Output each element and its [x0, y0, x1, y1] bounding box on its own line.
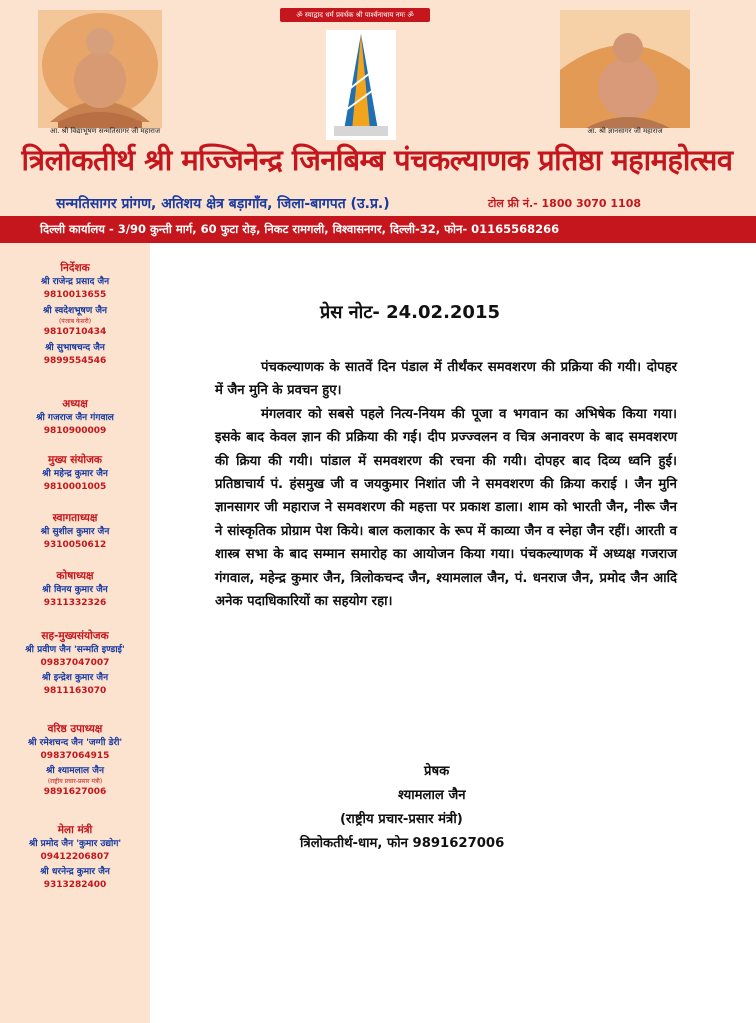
top-mantra: ॐ स्याद्वाद धर्म प्रवर्धक श्री पार्श्वनाथाय नमः ॐ [280, 8, 430, 22]
member-phone: 9810710434 [43, 327, 107, 337]
member-name: श्री राजेन्द्र प्रसाद जैन [40, 277, 110, 287]
venue-row [20, 194, 740, 216]
group-heading: अध्यक्ष [62, 398, 88, 410]
member-phone: 9891627006 [43, 787, 107, 797]
member-name: श्री इन्द्रेश कुमार जैन [41, 673, 109, 683]
sender-label: प्रेषक [424, 764, 450, 779]
group-heading: मुख्य संयोजक [48, 454, 102, 466]
letterhead-header [0, 0, 756, 243]
committee-group [0, 453, 150, 494]
group-heading: निर्देशक [60, 262, 90, 274]
sender-name: श्यामलाल जैन [398, 788, 466, 803]
member-name: श्री धरनेन्द्र कुमार जैन [40, 867, 110, 877]
venue-text: सन्मतिसागर प्रांगण, अतिशय क्षेत्र बड़ागाँव, जिला-बागपत (उ.प्र.) [56, 196, 390, 212]
committee-group [0, 722, 150, 799]
caption-left: आ. श्री विद्याभूषण सन्मतिसागर जी महाराज [49, 127, 161, 135]
member-phone: 9310050612 [43, 540, 107, 550]
committee-group [0, 823, 150, 892]
member-name: श्री श्यामलाल जैन [46, 766, 104, 776]
committee-group [0, 569, 150, 610]
press-note-title: प्रेस नोट- 24.02.2015 [320, 302, 501, 323]
member-name: श्री विनय कुमार जैन [42, 585, 108, 595]
member-phone: 9313282400 [43, 880, 107, 890]
group-heading: कोषाध्यक्ष [56, 570, 94, 582]
member-name: श्री प्रवीण जैन 'सन्मति इण्डाई' [25, 645, 125, 655]
member-phone: 09837064915 [40, 751, 110, 761]
group-heading: स्वागताध्यक्ष [52, 512, 98, 524]
member-phone: 9311332326 [43, 598, 107, 608]
caption-right: आ. श्री ज्ञानसागर जी महाराज [587, 127, 663, 135]
member-note: (राष्ट्रीय प्रचार-प्रसार मंत्री) [47, 778, 103, 785]
group-heading: सह-मुख्यसंयोजक [41, 630, 109, 642]
member-name: श्री रमेशचन्द जैन 'जग्गी डेरी' [27, 738, 123, 748]
temple-tower-image [326, 30, 396, 140]
member-name: श्री प्रमोद जैन 'कुमार उद्योग' [28, 839, 122, 849]
member-name: श्री सुभाषचन्द जैन [45, 343, 105, 353]
member-phone: 09412206807 [40, 852, 110, 862]
event-title: त्रिलोकतीर्थ श्री मज्जिनेन्द्र जिनबिम्ब पंचकल्याणक प्रतिष्ठा महामहोत्सव [21, 143, 733, 177]
press-note-body [215, 356, 677, 613]
committee-group [0, 397, 150, 438]
paragraph: मंगलवार को सबसे पहले नित्य-नियम की पूजा व भगवान का अभिषेक किया गया। इसके बाद केवल ज्ञान की प्रक्रिया की गई। दीप प्रज्ज्वलन व चित्र अनावरण के बाद समवशरण की क्रिया की गयी। पांडाल में समवशरण की रचना की गयी। दोपहर बाद दिव्य ध्वनि हुई। प्रतिष्ठाचार्य पं. हंसमुख जी व जयकुमार निशांत जी ने समवशरण की क्रिया कराई । जैन मुनि ज्ञानसागर जी महाराज ने समवशरण की महत्ता पर प्रकाश डाला। शाम को भारती जैन, नीरू जैन ने सांस्कृतिक प्रोग्राम पेश किये। बाल कलाकार के रूप में काव्या जैन व स्नेहा जैन रहीं। आरती व शास्त्र सभा के बाद सम्मान समारोह का आयोजन किया गया। पंचकल्याणक में अध्यक्ष गजराज गंगवाल, महेन्द्र कुमार जैन, त्रिलोकचन्द जैन, श्यामलाल जैन, पं. धनराज जैन, प्रमोद जैन आदि अनेक पदाधिकारियों का सहयोग रहा। [215, 406, 677, 610]
office-address: दिल्ली कार्यालय - 3/90 कुन्ती मार्ग, 60 फुटा रोड़, निकट रामगली, विश्वासनगर, दिल्ली-32, फोन- 01165568266 [40, 222, 560, 236]
member-phone: 9899554546 [43, 356, 107, 366]
committee-group [0, 261, 150, 368]
member-name: श्री सुशील कुमार जैन [40, 527, 110, 537]
monk-photo-left [38, 10, 162, 128]
committee-group [0, 511, 150, 552]
sender-designation: (राष्ट्रीय प्रचार-प्रसार मंत्री) [340, 812, 463, 827]
member-phone: 09837047007 [40, 658, 110, 668]
monk-photo-right [560, 10, 690, 128]
member-phone: 9810001005 [43, 482, 107, 492]
group-heading: वरिष्ठ उपाध्यक्ष [47, 723, 103, 735]
member-phone: 9810013655 [43, 290, 107, 300]
member-name: श्री स्वदेशभूषण जैन [42, 306, 108, 316]
office-address-band [0, 216, 756, 243]
paragraph: पंचकल्याणक के सातवें दिन पंडाल में तीर्थंकर समवशरण की प्रक्रिया की गयी। दोपहर में जैन मुनि के प्रवचन हुए। [215, 360, 677, 399]
member-phone: 9811163070 [43, 686, 107, 696]
group-heading: मेला मंत्री [57, 824, 93, 836]
member-name: श्री गजराज जैन गंगवाल [36, 413, 114, 423]
sender-contact: त्रिलोकतीर्थ-धाम, फोन 9891627006 [300, 836, 505, 851]
tollfree-number: टोल फ्री नं.- 1800 3070 1108 [488, 197, 642, 210]
committee-sidebar [0, 243, 150, 1023]
member-name: श्री महेन्द्र कुमार जैन [42, 469, 108, 479]
committee-group [0, 629, 150, 698]
member-phone: 9810900009 [43, 426, 107, 436]
sender-block [300, 760, 600, 856]
member-note: (पंजाब केसरी) [58, 318, 92, 325]
